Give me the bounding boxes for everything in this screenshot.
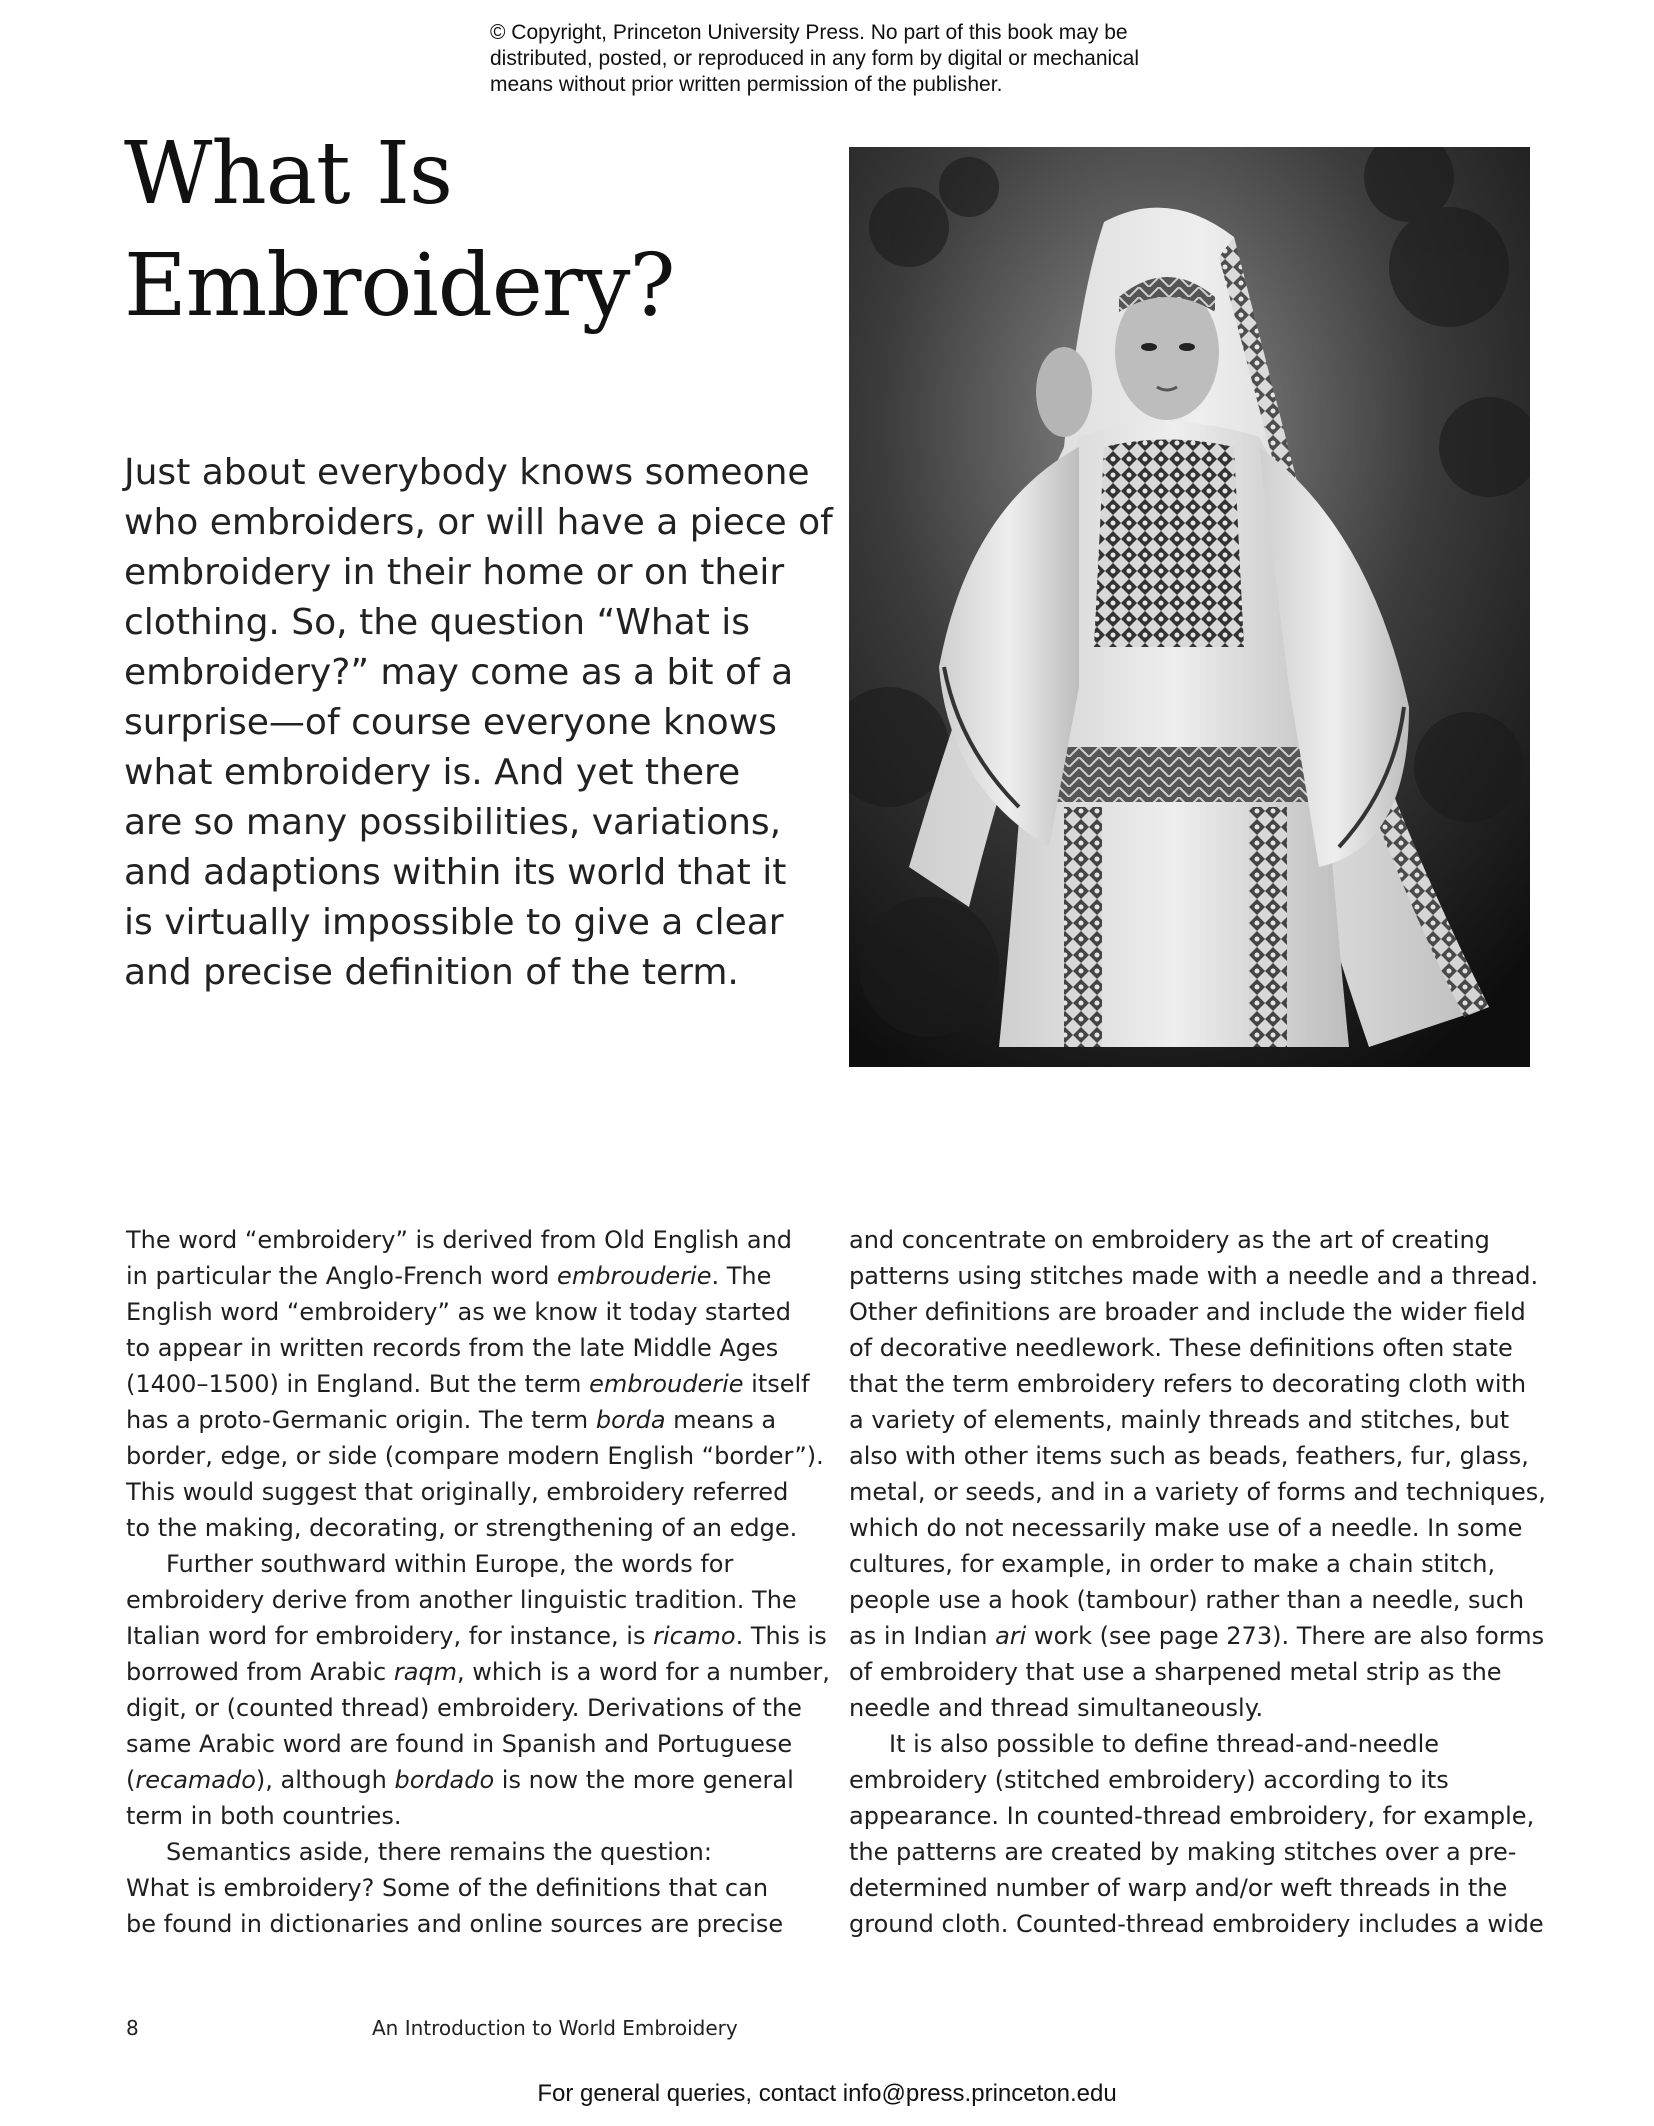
intro-paragraph: [124, 448, 833, 998]
photograph-woman-embroidered-dress: [849, 147, 1530, 1067]
sash-belt: [1039, 747, 1339, 802]
italic-term: ari: [995, 1622, 1027, 1650]
body-line: determined number of warp and/or weft threads in the: [849, 1874, 1508, 1902]
body-line: border, edge, or side (compare modern English “border”).: [126, 1442, 824, 1470]
body-line: [126, 1618, 827, 1654]
italic-term: bordado: [394, 1766, 495, 1794]
title-line: Embroidery?: [124, 236, 675, 336]
body-line: a variety of elements, mainly threads and stitches, but: [849, 1406, 1510, 1434]
chest-panel: [1094, 440, 1244, 648]
italic-term: embrouderie: [589, 1370, 744, 1398]
text-span: borrowed from Arabic: [126, 1658, 394, 1686]
intro-line: Just about everybody knows someone: [124, 452, 810, 493]
intro-line: are so many possibilities, variations,: [124, 802, 782, 843]
text-span: as in Indian: [849, 1622, 996, 1650]
copyright-line: distributed, posted, or reproduced in any form by digital or mechanical: [490, 47, 1140, 70]
intro-line: who embroiders, or will have a piece of: [124, 502, 833, 543]
copyright-notice: [490, 20, 1250, 98]
body-line: embroidery (stitched embroidery) according to its: [849, 1766, 1449, 1794]
intro-line: is virtually impossible to give a clear: [124, 902, 784, 943]
body-line: This would suggest that originally, embroidery referred: [126, 1478, 789, 1506]
body-line: and concentrate on embroidery as the art of creating: [849, 1226, 1490, 1254]
copyright-line: means without prior written permission of the publisher.: [490, 73, 1003, 96]
body-line: Further southward within Europe, the words for: [166, 1550, 734, 1578]
italic-term: ricamo: [653, 1622, 736, 1650]
text-span: ), although: [255, 1766, 395, 1794]
body-line: cultures, for example, in order to make a chain stitch,: [849, 1550, 1496, 1578]
text-span: in particular the Anglo-French word: [126, 1262, 558, 1290]
text-span: . This is: [735, 1622, 827, 1650]
raised-hand: [1036, 347, 1092, 437]
body-line: to the making, decorating, or strengthening of an edge.: [126, 1514, 798, 1542]
text-span: , which is a word for a number,: [457, 1658, 830, 1686]
text-span: . The: [711, 1262, 772, 1290]
italic-term: embrouderie: [557, 1262, 712, 1290]
italic-term: recamado: [135, 1766, 256, 1794]
text-span: (1400–1500) in England. But the term: [126, 1370, 590, 1398]
italic-term: raqm: [393, 1658, 458, 1686]
body-line: [126, 1654, 830, 1690]
intro-line: and precise definition of the term.: [124, 952, 739, 993]
intro-line: embroidery?” may come as a bit of a: [124, 652, 794, 693]
photo-illustration: [849, 147, 1530, 1067]
body-line: [126, 1258, 806, 1294]
intro-line: what embroidery is. And yet there: [124, 752, 741, 793]
body-line: same Arabic word are found in Spanish and Portuguese: [126, 1730, 793, 1758]
body-line: also with other items such as beads, feathers, fur, glass,: [849, 1442, 1529, 1470]
copyright-line: © Copyright, Princeton University Press. No part of this book may be: [490, 21, 1128, 44]
body-line: It is also possible to define thread-and-needle: [889, 1730, 1439, 1758]
body-line: digit, or (counted thread) embroidery. Derivations of the: [126, 1694, 802, 1722]
body-line: term in both countries.: [126, 1802, 402, 1830]
body-line: the patterns are created by making stitches over a pre-: [849, 1838, 1517, 1866]
text-span: has a proto-Germanic origin. The term: [126, 1406, 596, 1434]
text-span: (: [126, 1766, 136, 1794]
body-line: needle and thread simultaneously.: [849, 1694, 1264, 1722]
page-title: [124, 118, 675, 342]
intro-line: surprise—of course everyone knows: [124, 702, 777, 743]
body-line: patterns using stitches made with a needle and a thread.: [849, 1262, 1539, 1290]
intro-line: embroidery in their home or on their: [124, 552, 785, 593]
body-line: be found in dictionaries and online sources are precise: [126, 1910, 784, 1938]
running-title: An Introduction to World Embroidery: [372, 2016, 738, 2040]
body-line: of decorative needlework. These definitions often state: [849, 1334, 1513, 1362]
text-span: itself: [743, 1370, 810, 1398]
body-line: [126, 1402, 806, 1438]
title-line: What Is: [124, 124, 453, 224]
footer-contact: For general queries, contact info@press.princeton.edu: [537, 2080, 1117, 2107]
body-line: Other definitions are broader and include the wider field: [849, 1298, 1526, 1326]
body-line: [849, 1618, 1545, 1654]
body-line: that the term embroidery refers to decorating cloth with: [849, 1370, 1527, 1398]
body-line: The word “embroidery” is derived from Old English and: [126, 1226, 793, 1254]
text-span: means a: [665, 1406, 777, 1434]
intro-line: and adaptions within its world that it: [124, 852, 787, 893]
body-line: ground cloth. Counted-thread embroidery includes a wide: [849, 1910, 1544, 1938]
intro-line: clothing. So, the question “What is: [124, 602, 751, 643]
body-line: English word “embroidery” as we know it today started: [126, 1298, 791, 1326]
body-line: [126, 1366, 810, 1402]
body-line: which do not necessarily make use of a needle. In some: [849, 1514, 1523, 1542]
body-line: metal, or seeds, and in a variety of forms and techniques,: [849, 1478, 1546, 1506]
body-line: people use a hook (tambour) rather than a needle, such: [849, 1586, 1525, 1614]
body-line: What is embroidery? Some of the definitions that can: [126, 1874, 769, 1902]
body-column-right: [849, 1222, 1546, 1942]
body-line: Semantics aside, there remains the question:: [166, 1838, 712, 1866]
body-line: embroidery derive from another linguistic tradition. The: [126, 1586, 797, 1614]
italic-term: borda: [595, 1406, 666, 1434]
body-column-left: [126, 1222, 830, 1942]
text-span: is now the more general: [494, 1766, 794, 1794]
text-span: Italian word for embroidery, for instance, is: [126, 1622, 654, 1650]
text-span: work (see page 273). There are also forms: [1026, 1622, 1545, 1650]
body-line: to appear in written records from the late Middle Ages: [126, 1334, 779, 1362]
page-number: 8: [126, 2016, 139, 2040]
body-line: appearance. In counted-thread embroidery, for example,: [849, 1802, 1535, 1830]
body-line: of embroidery that use a sharpened metal strip as the: [849, 1658, 1502, 1686]
body-line: [126, 1762, 806, 1798]
